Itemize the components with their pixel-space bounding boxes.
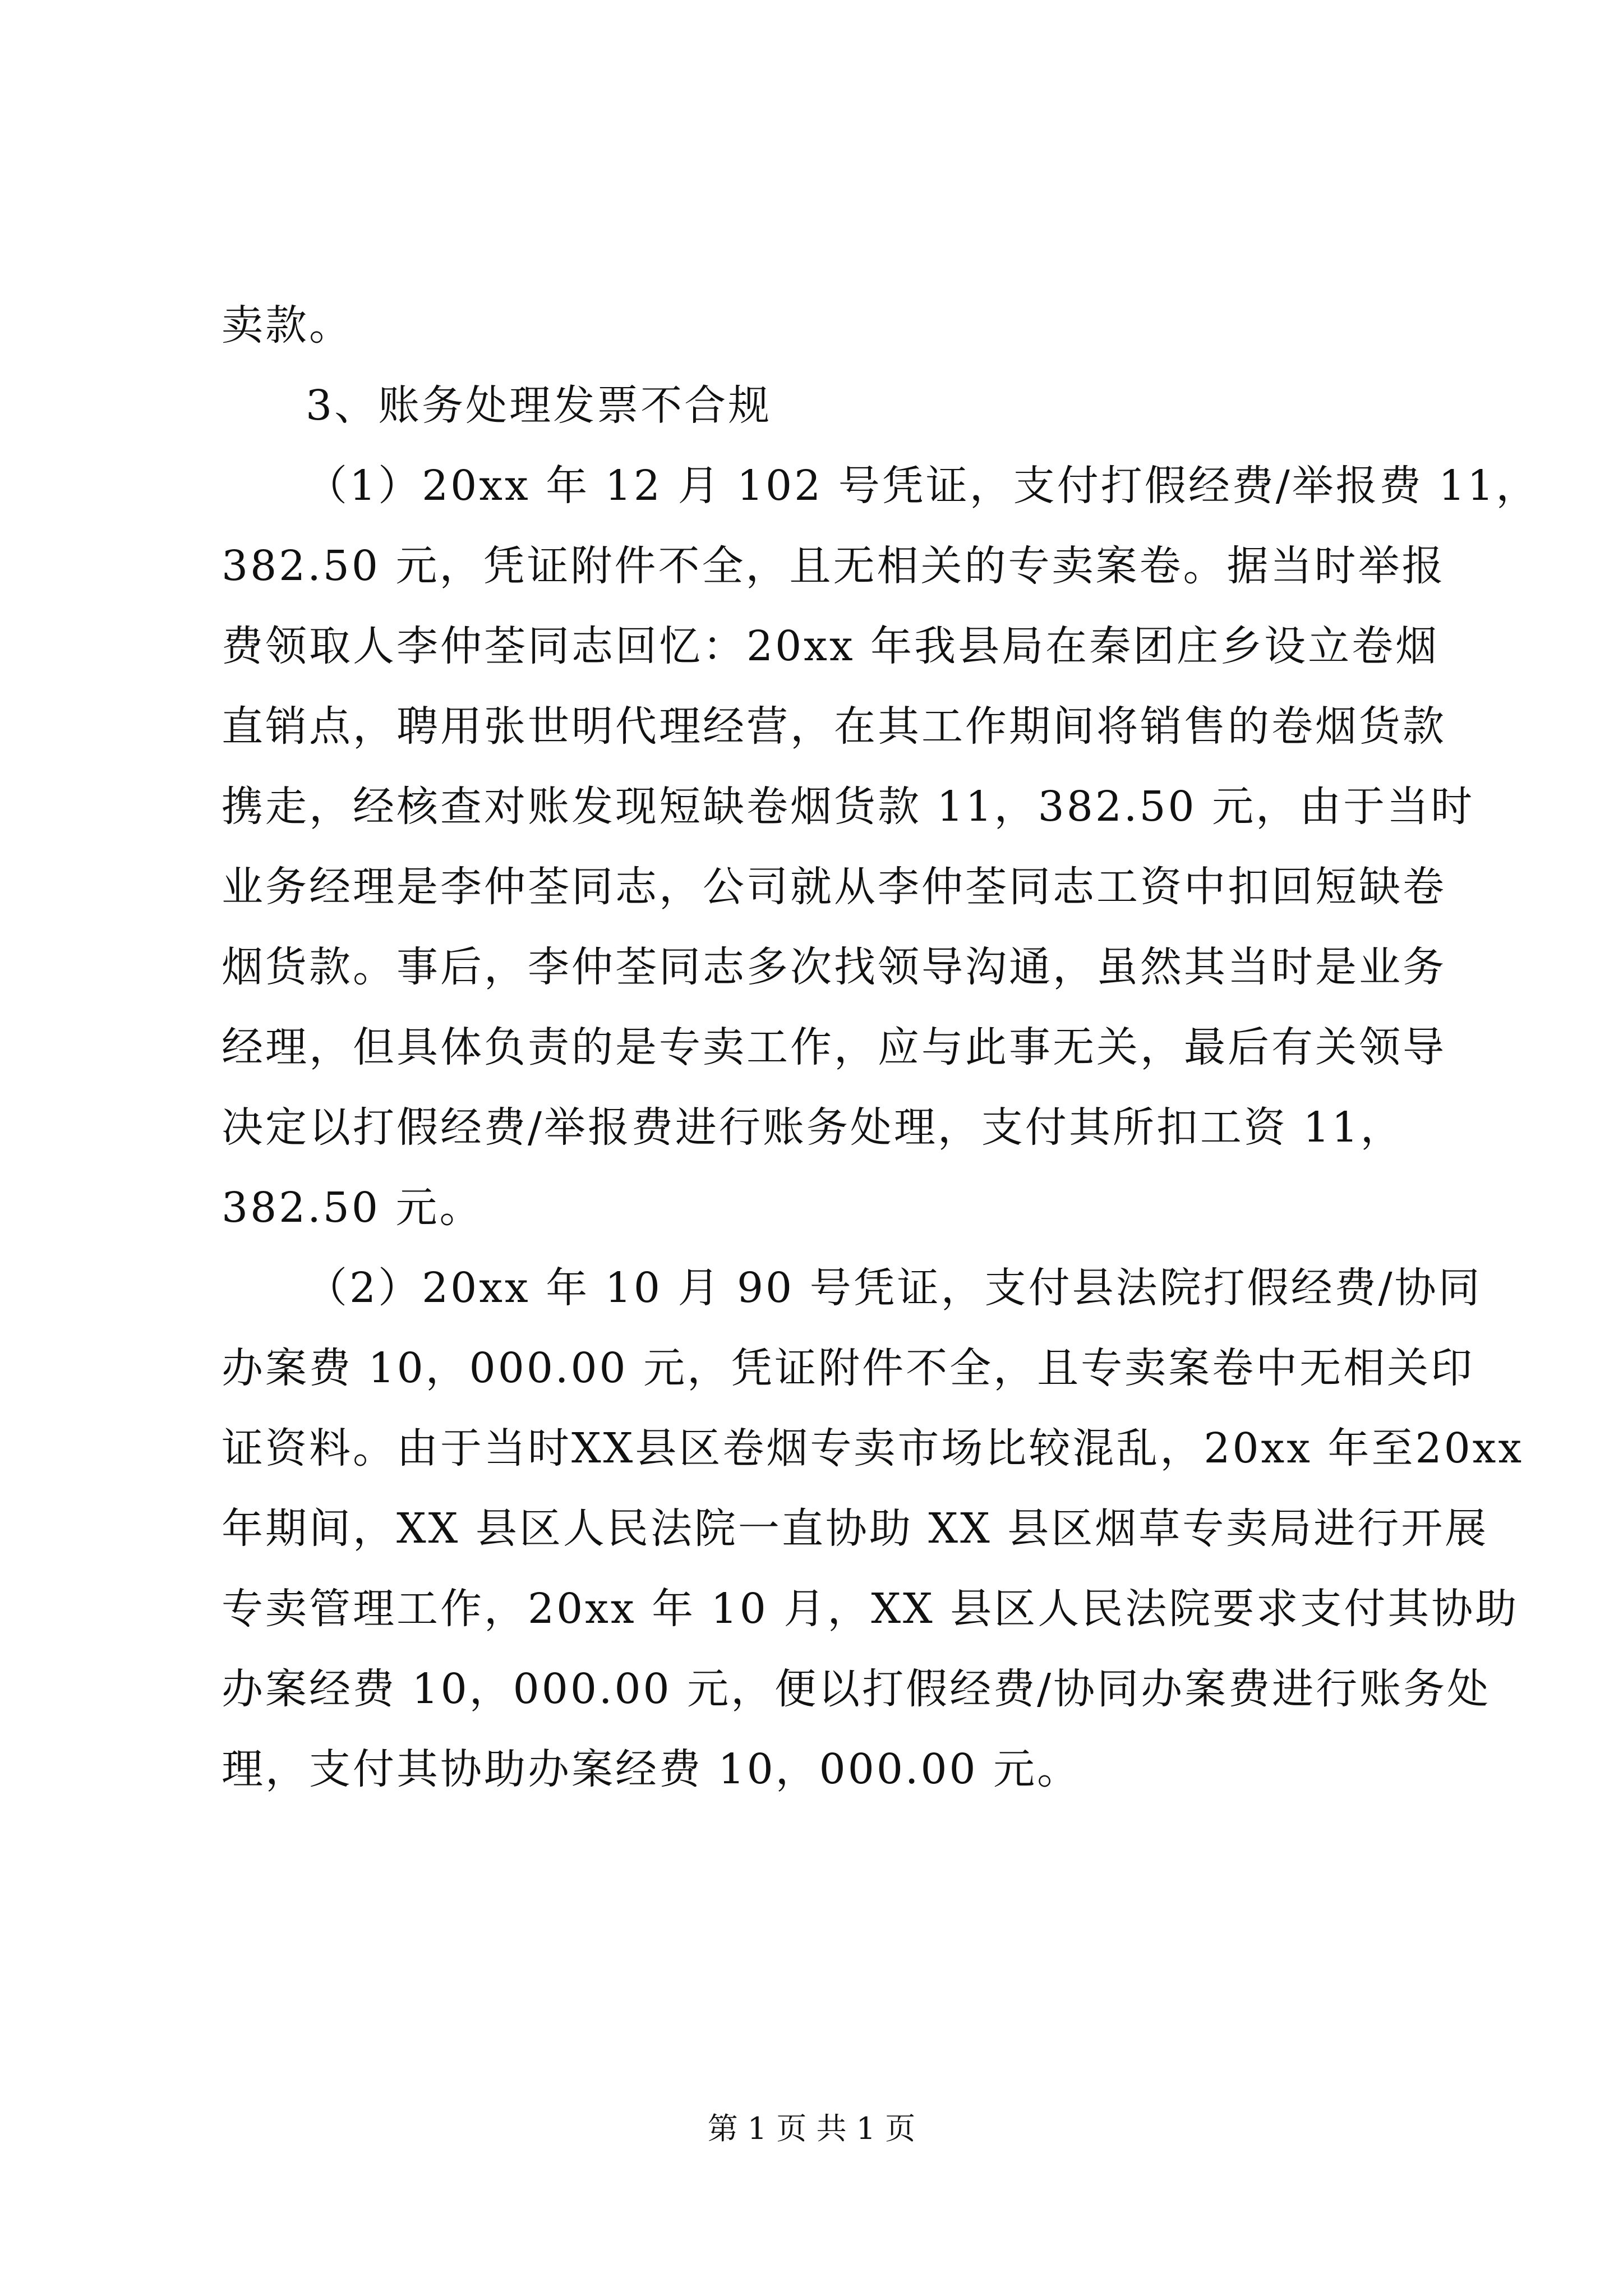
text-line: 业务经理是李仲荃同志，公司就从李仲荃同志工资中扣回短缺卷 bbox=[222, 863, 1446, 911]
text-line: 决定以打假经费/举报费进行账务处理，支付其所扣工资 11， bbox=[222, 1103, 1404, 1152]
text-line: 专卖管理工作，20xx 年 10 月，XX 县区人民法院要求支付其协助 bbox=[222, 1585, 1519, 1633]
text-line: （2）20xx 年 10 月 90 号凭证，支付县法院打假经费/协同 bbox=[306, 1264, 1482, 1312]
text-line: 办案经费 10，000.00 元，便以打假经费/协同办案费进行账务处 bbox=[222, 1665, 1491, 1713]
text-line: 直销点，聘用张世明代理经营，在其工作期间将销售的卷烟货款 bbox=[222, 702, 1446, 751]
text-line: 携走，经核查对账发现短缺卷烟货款 11，382.50 元，由于当时 bbox=[222, 783, 1475, 831]
text-line: 经理，但具体负责的是专卖工作，应与此事无关，最后有关领导 bbox=[222, 1023, 1446, 1071]
text-line: 年期间，XX 县区人民法院一直协助 XX 县区烟草专卖局进行开展 bbox=[222, 1504, 1489, 1553]
text-line: 证资料。由于当时XX县区卷烟专卖市场比较混乱，20xx 年至20xx bbox=[222, 1424, 1524, 1473]
text-line: 382.50 元。 bbox=[222, 1184, 483, 1232]
text-line: 费领取人李仲荃同志回忆：20xx 年我县局在秦团庄乡设立卷烟 bbox=[222, 622, 1440, 670]
text-line: 382.50 元，凭证附件不全，且无相关的专卖案卷。据当时举报 bbox=[222, 542, 1446, 590]
section-heading: 3、账务处理发票不合规 bbox=[306, 381, 772, 430]
text-line: 理，支付其协助办案经费 10，000.00 元。 bbox=[222, 1745, 1081, 1793]
text-line: 烟货款。事后，李仲荃同志多次找领导沟通，虽然其当时是业务 bbox=[222, 943, 1446, 991]
text-line: 卖款。 bbox=[222, 301, 353, 349]
page-footer: 第 1 页 共 1 页 bbox=[707, 2111, 916, 2146]
text-line: 办案费 10，000.00 元，凭证附件不全，且专卖案卷中无相关印 bbox=[222, 1344, 1475, 1392]
text-line: （1）20xx 年 12 月 102 号凭证，支付打假经费/举报费 11， bbox=[306, 462, 1540, 510]
